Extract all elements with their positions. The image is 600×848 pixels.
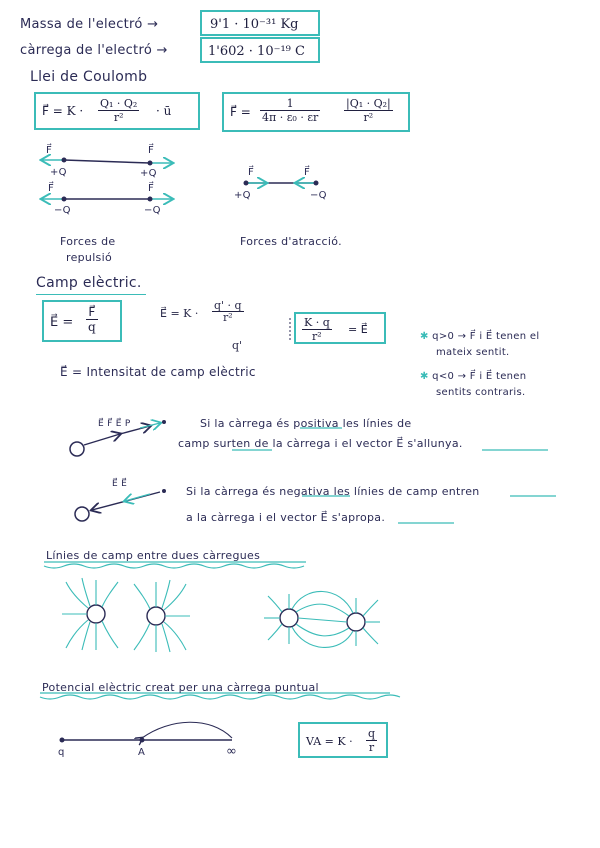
charge-label: −Q <box>310 190 327 201</box>
force-label: F⃗ <box>148 183 155 194</box>
camp-formula-box <box>42 300 122 342</box>
camp2-den-outer: q' <box>232 339 243 352</box>
potencial-num: q <box>368 727 376 740</box>
force-label: F⃗ <box>248 167 255 178</box>
positive-text-1: Si la càrrega és positiva les línies de <box>200 417 412 430</box>
point-q-label: q <box>58 747 65 758</box>
repulsion-caption-2: repulsió <box>66 251 112 264</box>
repulsion-line-top <box>64 160 150 163</box>
camp2-num: q' · q <box>214 299 242 312</box>
potencial-formula-box <box>298 722 388 758</box>
potencial-title: Potencial elèctric creat per una càrrega puntual <box>42 681 319 694</box>
camp-formula2-lhs: E⃗ = K · <box>160 307 199 320</box>
charge-label: +Q <box>140 168 157 179</box>
camp3-den: r² <box>312 330 322 343</box>
force-label: F⃗ <box>46 145 53 156</box>
coulomb-den: r² <box>113 111 124 124</box>
charge-label: +Q <box>234 190 251 201</box>
coulomb-tail: · ū <box>156 104 172 118</box>
camp3-num: K · q <box>304 316 330 329</box>
vector-labels-negative: E⃗ E⃗ <box>112 479 128 489</box>
force-label: F⃗ <box>48 183 55 194</box>
positive-charge-icon <box>70 442 84 456</box>
negative-text-2: a la càrrega i el vector E⃗ s'apropa. <box>186 511 386 524</box>
force-label: F⃗ <box>304 167 311 178</box>
coulomb-title: Llei de Coulomb <box>30 69 148 85</box>
camp-den: q <box>88 320 96 334</box>
carrega-label: càrrega de l'electró → <box>20 43 168 58</box>
note-positive-2: mateix sentit. <box>436 347 510 358</box>
note-positive-1: q>0 → F⃗ i E⃗ tenen el <box>432 331 540 342</box>
vector-labels-positive: E⃗ F⃗ E⃗ P <box>98 419 131 429</box>
negative-text-1: Si la càrrega és negativa les línies de camp entren <box>186 485 480 498</box>
field-lines-dipole <box>264 591 380 647</box>
intensitat-label: E⃗ = Intensitat de camp elèctric <box>60 365 256 379</box>
camp3-tail: = E⃗ <box>348 323 368 336</box>
camp-num: F⃗ <box>86 305 98 320</box>
point-infinity-label: ∞ <box>226 744 238 759</box>
potencial-formula-lhs: VA = K · <box>306 735 353 748</box>
note-negative-1: q<0 → F⃗ i E⃗ tenen <box>432 371 527 382</box>
coulomb2-den: 4π · ε₀ · εr <box>262 111 319 124</box>
camp-title: Camp elèctric. <box>36 275 142 291</box>
charge-label: −Q <box>54 205 71 216</box>
carrega-value: 1'602 · 10⁻¹⁹ C <box>208 44 305 59</box>
coulomb2-num2: |Q₁ · Q₂| <box>346 97 391 110</box>
point-a-label: A <box>138 747 146 758</box>
camp-formula3-box <box>294 312 386 344</box>
repulsion-caption: Forces de <box>60 235 116 248</box>
note-negative-2: sentits contraris. <box>436 387 526 398</box>
potencial-den: r <box>368 741 375 754</box>
coulomb-formula-lhs: F⃗ = K · <box>42 104 84 118</box>
positive-text-2: camp surten de la càrrega i el vector E⃗ s'allunya. <box>178 437 463 450</box>
attraction-caption: Forces d'atracció. <box>240 235 342 248</box>
massa-value: 9'1 · 10⁻³¹ Kg <box>210 17 299 32</box>
coulomb2-num: 1 <box>260 97 320 111</box>
charge-label: −Q <box>144 205 161 216</box>
coulomb2-den2: r² <box>363 111 374 124</box>
field-lines-positive-pair <box>62 578 190 652</box>
camp2-den-inner: r² <box>222 311 233 324</box>
massa-label: Massa de l'electró → <box>20 17 159 32</box>
coulomb-formula2-lhs: F⃗ = <box>230 105 251 119</box>
force-label: F⃗ <box>148 145 155 156</box>
charge-label: +Q <box>50 167 67 178</box>
coulomb-num: Q₁ · Q₂ <box>100 97 138 110</box>
notes-page: Massa de l'electró → 9'1 · 10⁻³¹ Kg càrrega de l'electró → 1'602 · 10⁻¹⁹ C Llei de Coulomb F⃗ = K · $\frac{\text{Q₁ · Q₂}}{\text{r²}}$ · ū F⃗ = $\frac{1}{\text{4π · ε₀ · εr}}$ $\frac{\text{|Q₁ · Q₂|}}{\text{r²}}$ F⃗ F⃗ +Q +Q F⃗ F⃗ −Q −Q F⃗ F⃗ +Q −Q Forces de repulsió Forces d'atracció. Camp elèctric. E⃗ = $\frac{F⃗}{q}$ E⃗ = K · $\frac{q' \cdot q}{\text{r²}}$ q' $\frac{K \cdot q}{\text{r²}}$ = E⃗ E⃗ = Intensitat de camp elèctric ✱ q>0 → F⃗ i E⃗ tenen el mateix sentit. ✱ q<0 → F⃗ i E⃗ tenen sentits contraris. E⃗ F⃗ E⃗ P Si la càrrega és positiva les línies de camp surten de la càrrega i el vector E⃗ s'allunya. E⃗ E⃗ Si la càrrega és negativa les línies de camp entren a la càrrega i el vector E⃗ s'apropa. Línies de camp entre dues càrregues Potencial elèctric creat per una càrrega puntual q A ∞ VA = K · $\frac{q}{r}$ <box>0 0 600 848</box>
camp-formula-lhs: E⃗ = <box>50 315 74 330</box>
negative-charge-icon <box>75 507 89 521</box>
linies-title: Línies de camp entre dues càrregues <box>46 549 261 562</box>
